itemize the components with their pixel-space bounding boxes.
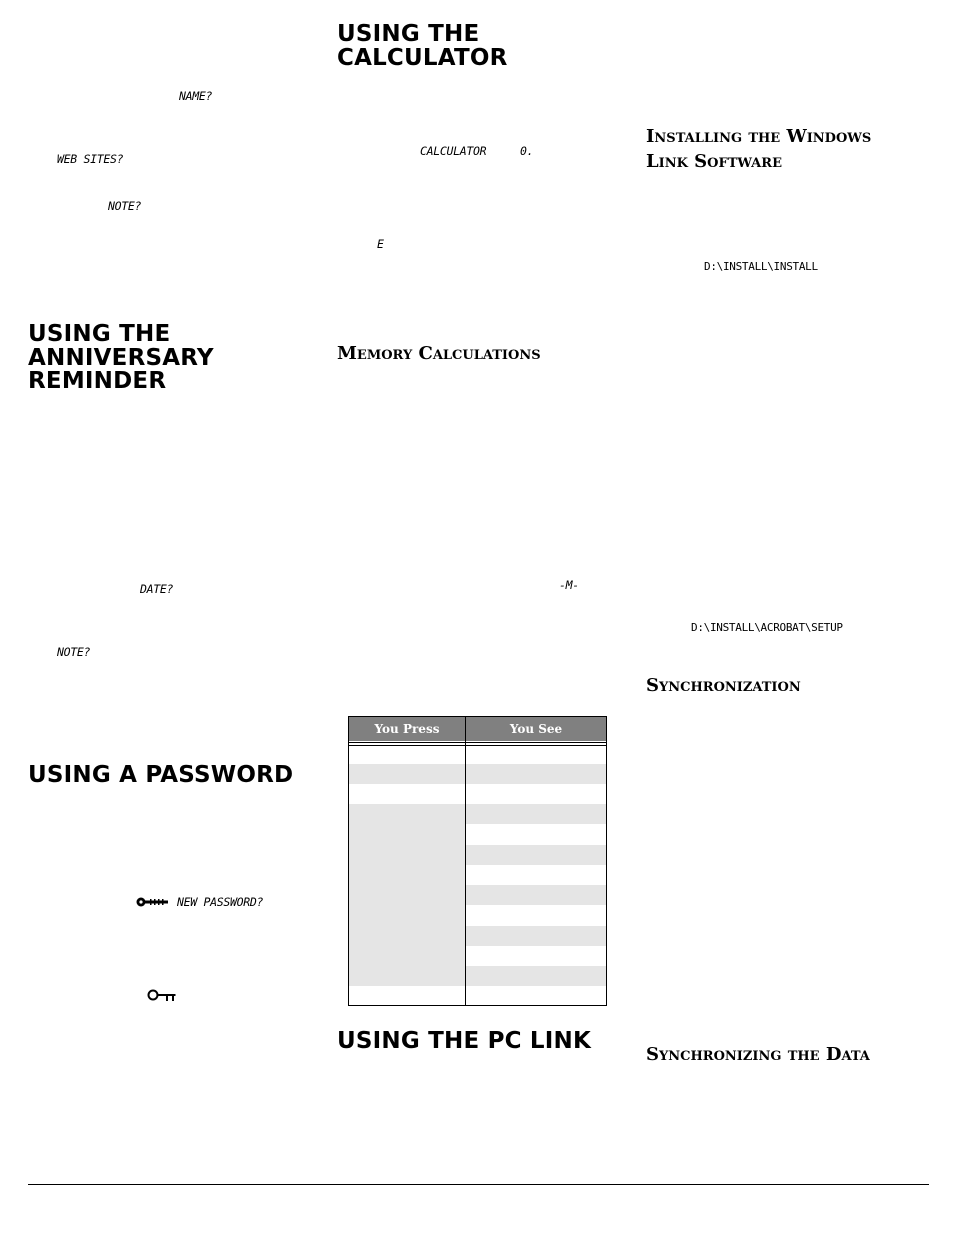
table-cell <box>349 804 465 986</box>
lcd-date-prompt: DATE? <box>140 582 174 596</box>
table-cell <box>466 804 606 824</box>
heading-line: REMINDER <box>28 368 167 394</box>
heading-using-the-pc-link: USING THE PC LINK <box>337 1028 592 1054</box>
key-icon <box>135 896 169 908</box>
table-cell <box>349 764 465 784</box>
heading-memory-calculations: Memory Calculations <box>337 343 541 364</box>
lcd-calculator-display: CALCULATOR <box>420 144 487 158</box>
heading-anniversary-reminder <box>28 323 214 394</box>
table-cell <box>466 764 606 784</box>
table-cell <box>466 926 606 946</box>
heading-line: Installing the Windows <box>646 126 872 147</box>
acrobat-setup-path: D:\INSTALL\ACROBAT\SETUP <box>691 621 843 634</box>
heading-line: USING THE <box>28 321 171 347</box>
heading-line: Link Software <box>646 151 782 172</box>
table-header <box>349 717 606 741</box>
table-header-you-see: You See <box>509 722 563 736</box>
install-path: D:\INSTALL\INSTALL <box>704 260 818 273</box>
table-cell <box>466 966 606 986</box>
keypress-table <box>348 716 607 1006</box>
lcd-memory-indicator: -M- <box>559 578 579 592</box>
table-divider <box>349 742 606 743</box>
lcd-new-password-prompt: NEW PASSWORD? <box>177 895 264 909</box>
table-cell <box>466 845 606 865</box>
heading-using-a-password: USING A PASSWORD <box>28 762 294 788</box>
heading-synchronizing-the-data: Synchronizing the Data <box>646 1044 870 1065</box>
lcd-note-prompt: NOTE? <box>108 199 142 213</box>
footer-rule <box>28 1184 929 1185</box>
heading-line: USING THE <box>337 21 480 47</box>
table-column-divider <box>465 717 466 1005</box>
heading-installing-windows-link <box>646 124 871 174</box>
table-header-you-press: You Press <box>374 722 440 736</box>
lcd-zero-display: 0. <box>520 144 534 158</box>
lcd-web-sites-prompt: WEB SITES? <box>57 152 124 166</box>
lcd-name-prompt: NAME? <box>179 89 213 103</box>
heading-line: CALCULATOR <box>337 44 508 71</box>
heading-using-the-calculator <box>337 23 508 70</box>
table-cell <box>466 885 606 905</box>
heading-line: ANNIVERSARY <box>28 344 214 371</box>
key-outline-icon <box>147 988 177 1002</box>
lcd-note-prompt: NOTE? <box>57 645 91 659</box>
heading-synchronization: Synchronization <box>646 675 801 696</box>
table-divider <box>349 745 606 746</box>
lcd-error-display: E <box>377 237 384 251</box>
